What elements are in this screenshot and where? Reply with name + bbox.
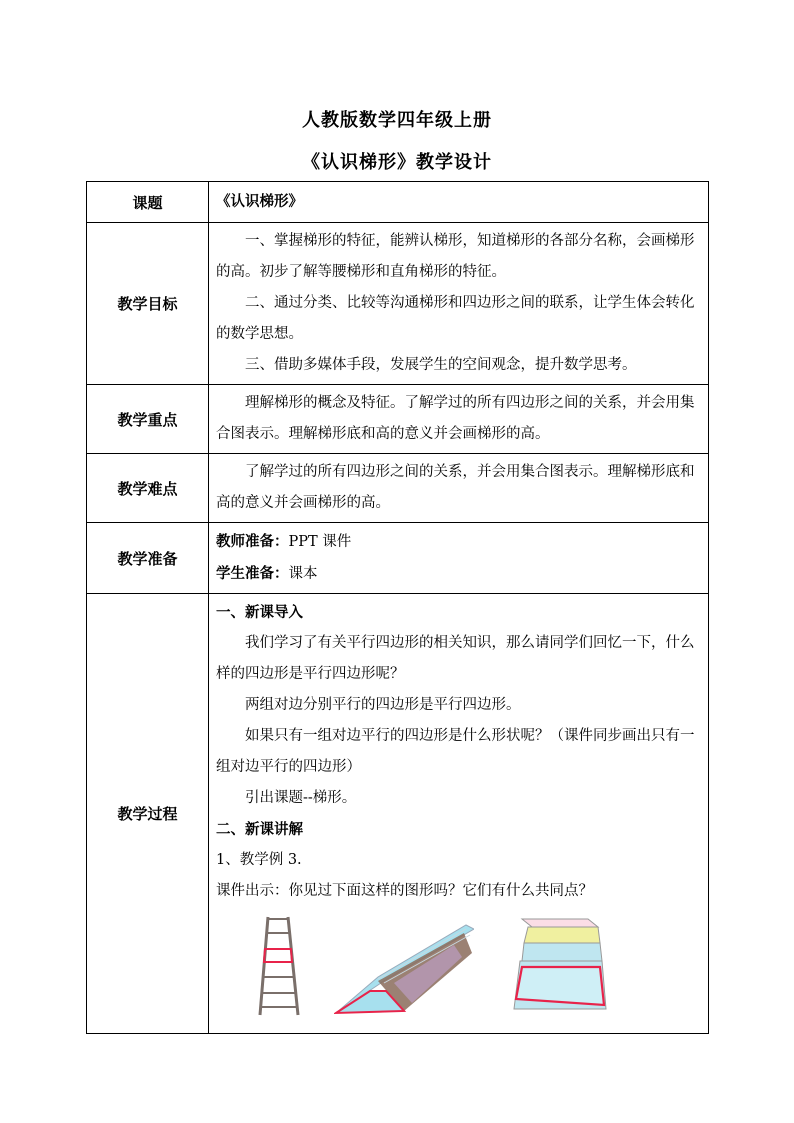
row-goals (87, 223, 709, 385)
label-topic: 课题 (87, 182, 209, 223)
process-paragraph: 两组对边分别平行的四边形是平行四边形。 (245, 697, 521, 713)
example-item: 1、教学例 3. (216, 852, 302, 868)
label-process: 教学过程 (87, 594, 209, 1034)
key-point-content: 理解梯形的概念及特征。了解学过的所有四边形之间的关系，并会用集合图表示。理解梯形底和高的意义并会画梯形的高。 (209, 385, 709, 454)
label-preparation: 教学准备 (87, 523, 209, 594)
doc-title: 人教版数学四年级上册 (302, 110, 492, 131)
section-heading-2: 二、新课讲解 (216, 821, 303, 838)
goal-3: 三、借助多媒体手段，发展学生的空间观念，提升数学思考。 (245, 357, 637, 373)
lesson-plan-table (86, 181, 709, 1034)
label-key-point: 教学重点 (87, 385, 209, 454)
topic-value: 《认识梯形》 (209, 182, 709, 223)
example-images (216, 913, 702, 1023)
process-paragraph: 引出课题--梯形。 (245, 790, 357, 806)
doc-subtitle: 《认识梯形》教学设计 (302, 152, 492, 173)
process-paragraph: 我们学习了有关平行四边形的相关知识，那么请同学们回忆一下，什么样的四边形是平行四边形呢？ (216, 635, 695, 682)
difficulty-content: 了解学过的所有四边形之间的关系，并会用集合图表示。理解梯形底和高的意义并会画梯形的高。 (209, 454, 709, 523)
example-prompt: 课件出示：你见过下面这样的图形吗？它们有什么共同点？ (216, 883, 593, 899)
row-process (87, 594, 709, 1034)
slope-illustration (334, 923, 474, 1015)
goal-2: 二、通过分类、比较等沟通梯形和四边形之间的联系，让学生体会转化的数学思想。 (216, 295, 695, 342)
label-difficulty: 教学难点 (87, 454, 209, 523)
goal-1: 一、掌握梯形的特征，能辨认梯形，知道梯形的各部分名称，会画梯形的高。初步了解等腰梯形和直角梯形的特征。 (216, 233, 695, 280)
row-key-point (87, 385, 709, 454)
row-preparation (87, 523, 709, 594)
vaulting-horse-illustration (508, 913, 612, 1017)
label-goals: 教学目标 (87, 223, 209, 385)
row-topic (87, 182, 709, 223)
preparation-content: 教师准备：PPT 课件 学生准备：课本 (209, 523, 709, 594)
ladder-illustration (254, 915, 306, 1017)
process-content (209, 594, 709, 1034)
row-difficulty (87, 454, 709, 523)
section-heading-1: 一、新课导入 (216, 604, 303, 621)
process-paragraph: 如果只有一组对边平行的四边形是什么形状呢？（课件同步画出只有一组对边平行的四边形） (216, 728, 695, 775)
goals-content (209, 223, 709, 385)
